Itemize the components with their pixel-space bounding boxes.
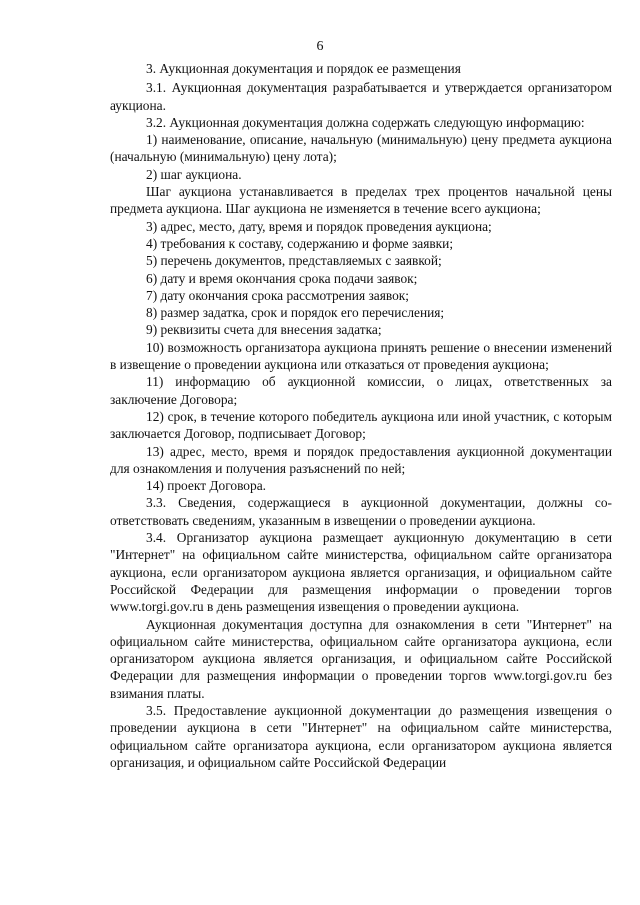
paragraph-3-2: 3.2. Аукционная документация должна содержать следующую информацию:: [146, 114, 585, 130]
list-item-13: 13) адрес, место, время и порядок предоставления аукционной документации для ознакомления и получения разъяснений по ней;: [110, 443, 612, 476]
paragraph-3-4: 3.4. Организатор аукциона размещает аукционную документацию в сети "Интернет" на официальном сайте министерства, официальном сайте организатора аукциона, если организатором аукциона является организация, и официальном сайте Российской Федерации для размещения информации о проведении торгов www.torgi.gov.ru в день размещения извещения о проведении аукциона.: [110, 530, 612, 615]
list-item-3: 3) адрес, место, дату, время и порядок проведения аукциона;: [146, 218, 492, 234]
list-item-4: 4) требования к составу, содержанию и форме заявки;: [146, 235, 454, 251]
paragraph-3-3: 3.3. Сведения, содержащиеся в аукционной документации, должны соответствовать сведениям, указанным в извещении о проведении аукциона.: [110, 495, 612, 528]
list-item-8: 8) размер задатка, срок и порядок его перечисления;: [146, 305, 445, 321]
paragraph-3-5: 3.5. Предоставление аукционной документации до размещения извещения о проведении аукциона в сети "Интернет" на официальном сайте министерства, официальном сайте организатора аукциона, если организатором аукциона является организация, и официальном сайте Российской Федерации: [110, 702, 612, 770]
paragraph-3-1: 3.1. Аукционная документация разрабатывается и утверждается организатором аукциона.: [110, 80, 612, 113]
list-item-12: 12) срок, в течение которого победитель аукциона или иной участник, с которым заключается Договор, подписывает Договор;: [110, 408, 612, 442]
list-item-9: 9) реквизиты счета для внесения задатка;: [146, 322, 382, 338]
list-item-10: 10) возможность организатора аукциона принять решение о внесении изменений в извещение о проведении аукциона или отказаться от проведения аукциона;: [110, 339, 612, 373]
list-item-2: 2) шаг аукциона.: [146, 166, 242, 182]
list-item-14: 14) проект Договора.: [146, 478, 266, 494]
documentation-access-paragraph: Аукционная документация доступна для ознакомления в сети "Интернет" на официальном сайте министерства, официальном сайте организатора аукциона, если организатором аукциона является организация, и официальном сайте Российской Федерации для размещения информации о проведении торгов www.torgi.gov.ru без взимания платы.: [110, 616, 612, 701]
list-item-11: 11) информацию об аукционной комиссии, о лицах, ответственных за заключение Договора;: [110, 374, 612, 407]
page-number: 6: [316, 39, 324, 54]
document-body: [110, 60, 612, 771]
section-heading: 3. Аукционная документация и порядок ее размещения: [146, 61, 461, 76]
list-item-1: 1) наименование, описание, начальную (минимальную) цену предмета аукциона (начальную (минимальную) цену лота);: [110, 132, 612, 165]
list-item-6: 6) дату и время окончания срока подачи заявок;: [146, 270, 418, 286]
auction-step-paragraph: Шаг аукциона устанавливается в пределах трех процентов начальной цены предмета аукциона. Шаг аукциона не изменяется в течение всего аукциона;: [110, 184, 612, 217]
list-item-5: 5) перечень документов, представляемых с заявкой;: [146, 253, 442, 269]
list-item-7: 7) дату окончания срока рассмотрения заявок;: [146, 287, 410, 303]
